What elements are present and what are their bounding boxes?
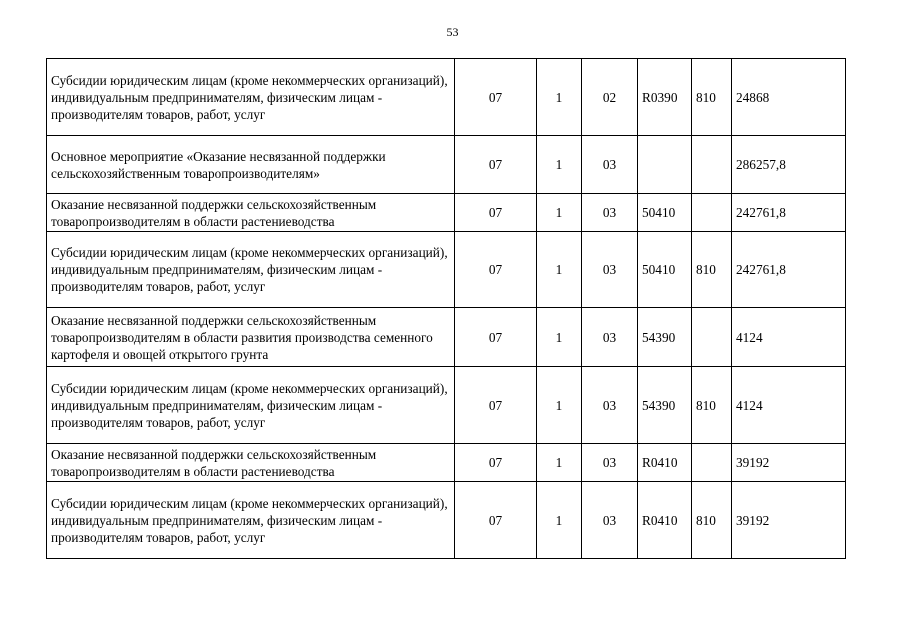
row-amount: 4124	[732, 308, 846, 367]
row-activity: 03	[582, 444, 638, 482]
table-row	[47, 232, 846, 308]
row-amount: 39192	[732, 482, 846, 559]
row-amount: 242761,8	[732, 232, 846, 308]
row-name: Субсидии юридическим лицам (кроме некоммерческих организаций), индивидуальным предпринимателям, физическим лицам - производителям товаров, работ, услуг	[47, 232, 455, 308]
row-expense-type: 810	[692, 59, 732, 136]
row-activity: 02	[582, 59, 638, 136]
row-name: Субсидии юридическим лицам (кроме некоммерческих организаций), индивидуальным предпринимателям, физическим лицам - производителям товаров, работ, услуг	[47, 367, 455, 444]
row-section: 07	[455, 136, 537, 194]
row-subprogram: 1	[537, 136, 582, 194]
row-subprogram: 1	[537, 194, 582, 232]
row-name: Основное мероприятие «Оказание несвязанной поддержки сельскохозяйственным товаропроизводителям»	[47, 136, 455, 194]
row-activity: 03	[582, 194, 638, 232]
table-row	[47, 367, 846, 444]
table-row	[47, 308, 846, 367]
row-activity: 03	[582, 136, 638, 194]
row-expense-type: 810	[692, 232, 732, 308]
row-section: 07	[455, 59, 537, 136]
table-row	[47, 194, 846, 232]
page-number: 53	[446, 25, 459, 39]
row-subprogram: 1	[537, 308, 582, 367]
row-amount: 242761,8	[732, 194, 846, 232]
row-program-code: R0410	[638, 444, 692, 482]
row-section: 07	[455, 444, 537, 482]
row-name: Оказание несвязанной поддержки сельскохозяйственным товаропроизводителям в области растениеводства	[47, 444, 455, 482]
row-amount: 39192	[732, 444, 846, 482]
row-activity: 03	[582, 232, 638, 308]
table-row	[47, 444, 846, 482]
row-activity: 03	[582, 308, 638, 367]
row-name: Субсидии юридическим лицам (кроме некоммерческих организаций), индивидуальным предпринимателям, физическим лицам - производителям товаров, работ, услуг	[47, 59, 455, 136]
row-section: 07	[455, 232, 537, 308]
row-expense-type	[692, 308, 732, 367]
row-expense-type	[692, 136, 732, 194]
row-program-code: 50410	[638, 194, 692, 232]
row-program-code	[638, 136, 692, 194]
row-subprogram: 1	[537, 232, 582, 308]
row-name: Оказание несвязанной поддержки сельскохозяйственным товаропроизводителям в области развития производства семенного картофеля и овощей открытого грунта	[47, 308, 455, 367]
row-activity: 03	[582, 482, 638, 559]
row-amount: 286257,8	[732, 136, 846, 194]
row-program-code: 50410	[638, 232, 692, 308]
row-expense-type	[692, 194, 732, 232]
table-row	[47, 482, 846, 559]
row-program-code: 54390	[638, 367, 692, 444]
row-subprogram: 1	[537, 444, 582, 482]
row-program-code: R0410	[638, 482, 692, 559]
row-expense-type	[692, 444, 732, 482]
table-row	[47, 59, 846, 136]
row-section: 07	[455, 367, 537, 444]
row-amount: 24868	[732, 59, 846, 136]
row-expense-type: 810	[692, 367, 732, 444]
row-section: 07	[455, 194, 537, 232]
row-program-code: R0390	[638, 59, 692, 136]
row-subprogram: 1	[537, 59, 582, 136]
row-program-code: 54390	[638, 308, 692, 367]
row-amount: 4124	[732, 367, 846, 444]
row-name: Субсидии юридическим лицам (кроме некоммерческих организаций), индивидуальным предпринимателям, физическим лицам - производителям товаров, работ, услуг	[47, 482, 455, 559]
row-expense-type: 810	[692, 482, 732, 559]
row-name: Оказание несвязанной поддержки сельскохозяйственным товаропроизводителям в области растениеводства	[47, 194, 455, 232]
row-section: 07	[455, 482, 537, 559]
row-activity: 03	[582, 367, 638, 444]
budget-table	[46, 58, 846, 559]
table-row	[47, 136, 846, 194]
row-subprogram: 1	[537, 367, 582, 444]
row-subprogram: 1	[537, 482, 582, 559]
row-section: 07	[455, 308, 537, 367]
